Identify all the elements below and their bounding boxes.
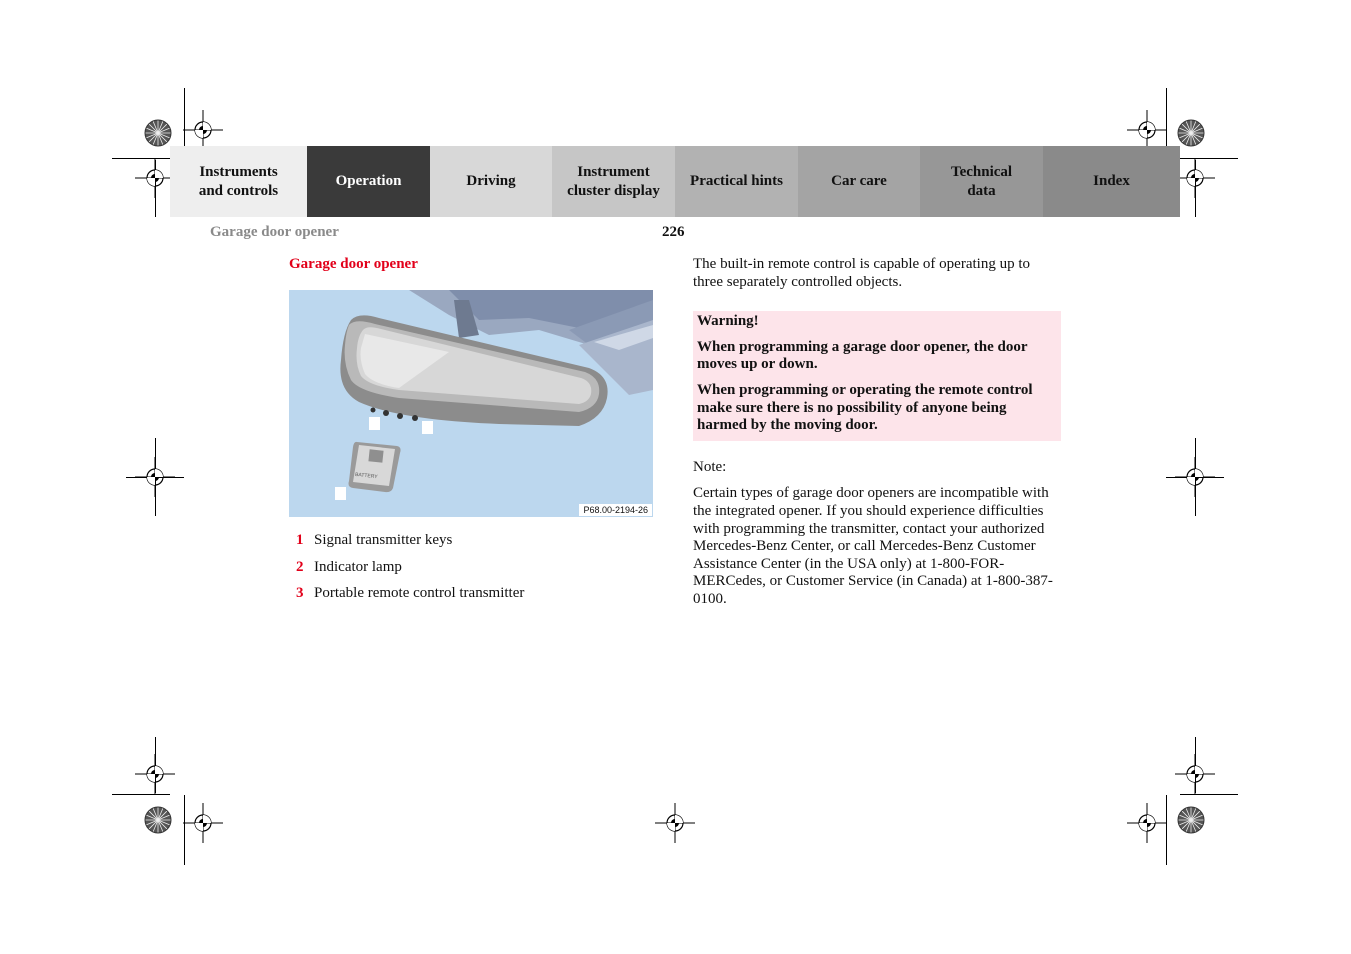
figure-code: P68.00-2194-26 [579, 504, 652, 516]
mirror-drawing [289, 290, 653, 517]
note-paragraph: Certain types of garage door openers are incompatible with the integrated opener. If you should experience difficulties with programming the transmitter, contact your authorized Mercedes-Benz Center, or call Mercedes-Benz Customer Assistance Center (in the USA only) at 1-800-FOR-MERCedes, or Customer Service (in Canada) at 1-800-387-0100. [693, 485, 1053, 607]
intro-paragraph: The built-in remote control is capable of operating up to three separately controlled objects. [693, 256, 1030, 290]
section-nav [170, 146, 1180, 217]
legend-item [296, 585, 524, 612]
legend-number: 3 [296, 585, 304, 601]
running-head: Garage door opener [210, 224, 339, 240]
legend-item [296, 532, 524, 559]
legend-text: Indicator lamp [314, 558, 402, 575]
tab-practical-hints[interactable]: Practical hints [675, 146, 798, 217]
tab-index[interactable]: Index [1043, 146, 1180, 217]
callout-2 [422, 421, 433, 434]
warning-box [693, 311, 1061, 441]
section-title: Garage door opener [289, 256, 418, 272]
legend-number: 1 [296, 532, 304, 548]
note-label: Note: [693, 458, 727, 475]
legend-text: Signal transmitter keys [314, 532, 453, 548]
legend-item [296, 559, 524, 586]
mirror-illustration [289, 290, 653, 517]
figure-legend [296, 532, 524, 612]
battery-label: BATTERY [354, 471, 378, 481]
tab-instrument-cluster-display[interactable]: Instrument cluster display [552, 146, 675, 217]
page-number: 226 [662, 224, 685, 240]
callout-1 [369, 417, 380, 430]
warning-paragraph-2: When programming or operating the remote control make sure there is no possibility of anyone being harmed by the moving door. [697, 381, 1033, 434]
tab-driving[interactable]: Driving [430, 146, 552, 217]
callout-3 [335, 487, 346, 500]
tab-car-care[interactable]: Car care [798, 146, 920, 217]
warning-title: Warning! [697, 313, 759, 330]
tab-instruments-and-controls[interactable]: Instruments and controls [170, 146, 307, 217]
right-column [693, 256, 1061, 609]
legend-text: Portable remote control transmitter [314, 585, 525, 601]
tab-technical-data[interactable]: Technical data [920, 146, 1043, 217]
warning-paragraph-1: When programming a garage door opener, the door moves up or down. [697, 338, 1028, 373]
legend-number: 2 [296, 558, 304, 575]
tab-operation[interactable]: Operation [307, 146, 430, 217]
